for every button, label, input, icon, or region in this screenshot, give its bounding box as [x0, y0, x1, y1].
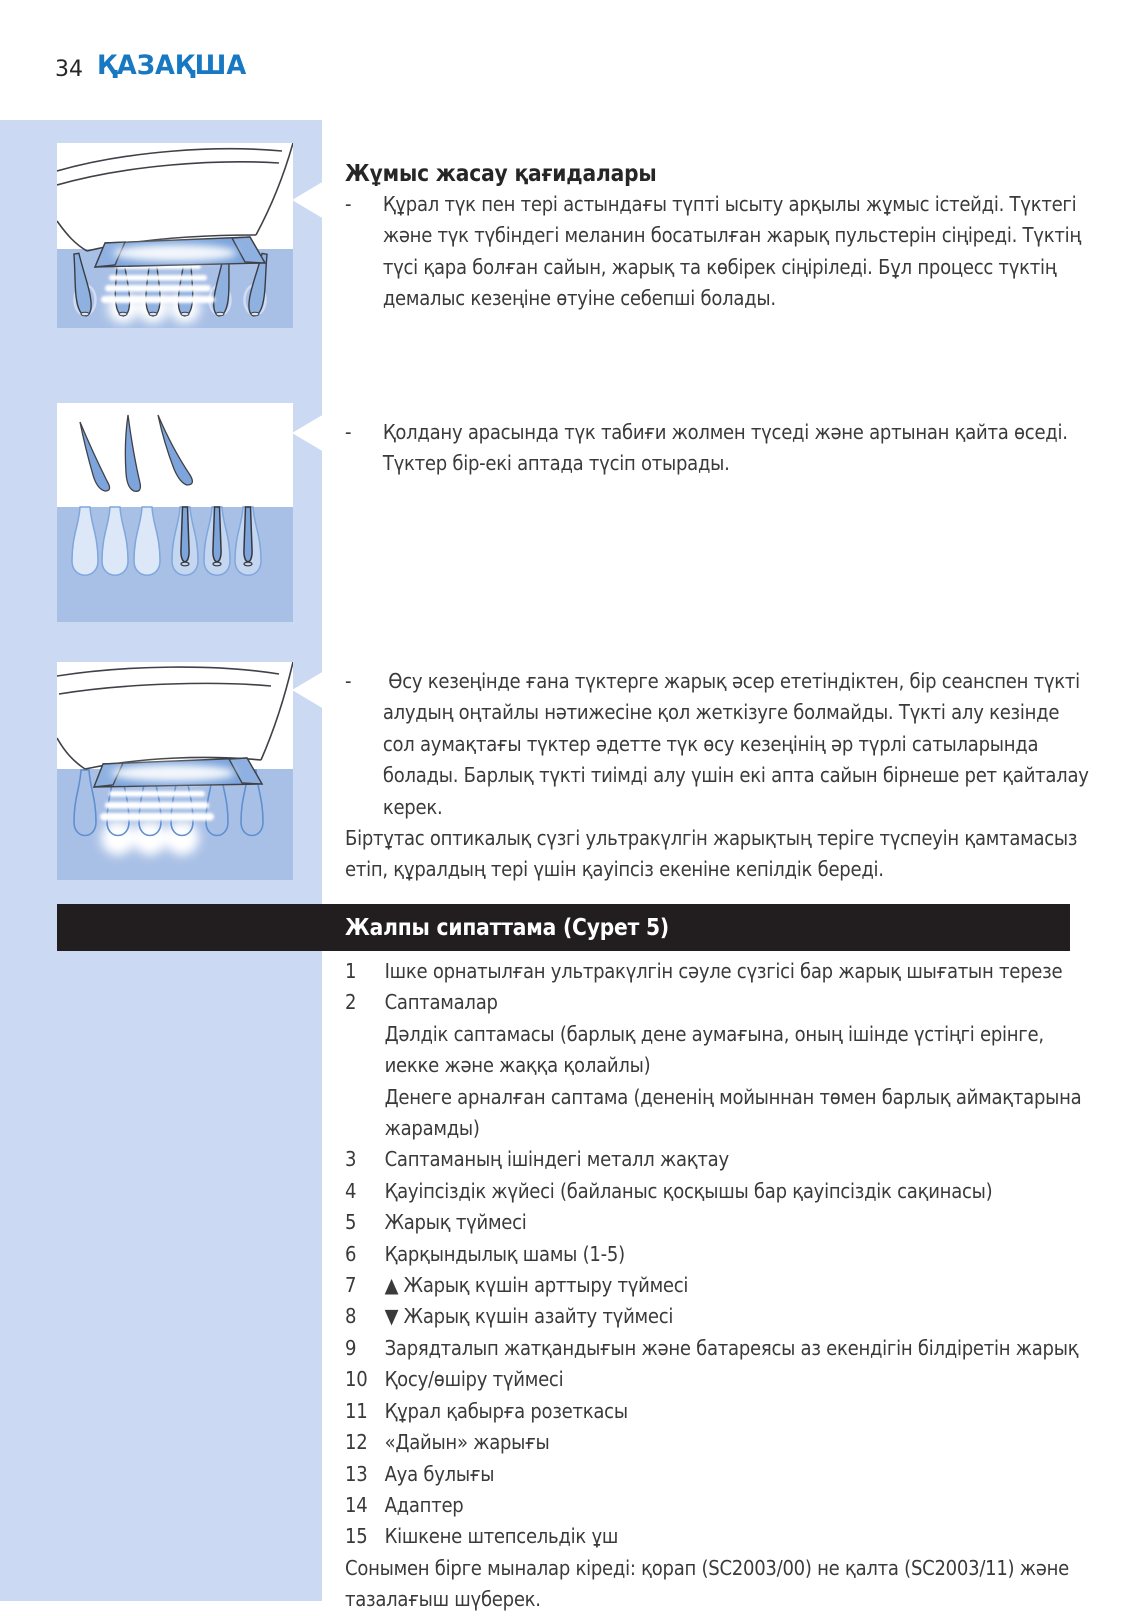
figure-empty-follicles	[57, 662, 293, 880]
figure1-pointer-notch	[292, 181, 324, 219]
list-item	[345, 1459, 1093, 1490]
item-number	[345, 1019, 385, 1082]
item-text: ▼ Жарық күшін азайту түймесі	[384, 1304, 674, 1329]
item-number: 11	[345, 1398, 368, 1423]
item-text: Жарық түймесі	[384, 1210, 527, 1235]
item-number: 5	[345, 1210, 357, 1235]
bullet-text: Құрал түк пен тері астындағы түпті ысыту арқылы жұмыс істейді. Түктегі және түк түбіндегі меланин босатылған жарық пульстерін сіңіреді. Түктің түсі қара болған сайын, жарық та көбірек сіңіріледі. Бұл процесс түктің демалыс кезеңіне өтуіне себепші болады.	[382, 192, 1081, 311]
item-text: Саптаманың ішіндегі металл жақтау	[384, 1147, 729, 1172]
item-text: Адаптер	[384, 1492, 464, 1517]
item-text: Қауіпсіздік жүйесі (байланыс қосқышы бар қауіпсіздік сақинасы)	[384, 1178, 993, 1203]
item-text: Дәлдік саптамасы (барлық дене аумағына, оның ішінде үстіңгі ерінге, иекке және жаққа қолайлы)	[384, 1021, 1044, 1078]
item-number: 12	[345, 1430, 368, 1455]
item-number: 1	[345, 959, 357, 983]
item-text: Қарқындылық шамы (1-5)	[384, 1241, 625, 1266]
item-number: 13	[345, 1461, 368, 1486]
list-item	[345, 1364, 1093, 1395]
item-text: Саптамалар	[384, 990, 498, 1015]
list-item	[345, 1396, 1093, 1427]
bullet-text: Өсу кезеңінде ғана түктерге жарық әсер ететіндіктен, бір сеанспен түкті алудың оңтайлы нәтижесіне қол жеткізуге болмайды. Түкті алу кезінде сол аумақтағы түктер әдетте түк өсу кезеңінің әр түрлі сатыларында болады. Барлық түкті тиімді алу үшін екі апта сайын бірнеше рет қайталау керек.	[382, 669, 1089, 819]
item-number	[345, 1082, 385, 1145]
list-item	[345, 1144, 1093, 1175]
item-text: «Дайын» жарығы	[384, 1430, 550, 1455]
working-principle-bullet-2	[345, 417, 1093, 480]
item-number: 8	[345, 1304, 357, 1329]
list-item-sub	[345, 1082, 1093, 1145]
item-number: 10	[345, 1367, 368, 1392]
item-number: 4	[345, 1178, 357, 1203]
item-number: 2	[345, 990, 357, 1015]
list-item	[345, 1521, 1093, 1552]
item-number: 3	[345, 1147, 357, 1172]
hairs-falling-illustration-svg	[57, 403, 293, 622]
item-text: Кішкене штепсельдік ұш	[384, 1524, 619, 1549]
figure-device-heating-hair-roots	[57, 143, 293, 328]
figure-hairs-falling-out	[57, 403, 293, 622]
item-number: 15	[345, 1524, 368, 1549]
list-item	[345, 1270, 1093, 1301]
item-text: Ауа булығы	[384, 1461, 495, 1486]
list-item	[345, 1333, 1093, 1364]
general-description-heading: Жалпы сипаттама (Сурет 5)	[345, 914, 670, 941]
language-title: ҚАЗАҚША	[97, 50, 247, 81]
list-item	[345, 1176, 1093, 1207]
item-text: Зарядталып жатқандығын және батареясы аз екендігін білдіретін жарық	[384, 1335, 1079, 1360]
bullet-dash: -	[345, 669, 352, 693]
working-principle-bullet-3-and-note	[345, 666, 1093, 886]
list-item	[345, 987, 1093, 1018]
item-text: ▲ Жарық күшін арттыру түймесі	[384, 1273, 689, 1298]
list-item	[345, 1239, 1093, 1270]
parts-list	[345, 956, 1093, 1616]
list-item	[345, 1301, 1093, 1332]
working-principle-heading-block	[345, 160, 1093, 188]
list-item	[345, 1490, 1093, 1521]
working-principle-heading: Жұмыс жасау қағидалары	[345, 161, 657, 187]
item-number: 9	[345, 1335, 357, 1360]
device-heating-illustration-svg	[57, 143, 293, 328]
bullet-dash: -	[345, 192, 352, 216]
working-principle-note: Біртұтас оптикалық сүзгі ультракүлгін жарықтың теріге түспеуін қамтамасыз етіп, құралдың тері үшін қауіпсіз екеніне кепілдік береді.	[345, 826, 1078, 882]
item-text: Қосу/өшіру түймесі	[384, 1367, 564, 1392]
general-description-banner	[57, 904, 1070, 951]
item-number: 14	[345, 1492, 368, 1517]
item-text: Денеге арналған саптама (дененің мойыннан төмен барлық аймақтарына жарамды)	[384, 1084, 1082, 1141]
item-number: 7	[345, 1273, 357, 1298]
item-text: Ішке орнатылған ультракүлгін сәуле сүзгісі бар жарық шығатын терезе	[384, 959, 1063, 983]
bullet-text: Қолдану арасында түк табиғи жолмен түседі және артынан қайта өседі. Түктер бір-екі аптада түсіп отырады.	[382, 420, 1068, 476]
list-item-sub	[345, 1019, 1093, 1082]
page-number: 34	[55, 57, 83, 82]
item-text: Құрал қабырға розеткасы	[384, 1398, 628, 1423]
item-number: 6	[345, 1241, 357, 1266]
empty-follicles-illustration-svg	[57, 662, 293, 880]
figure3-pointer-notch	[292, 671, 324, 709]
list-item	[345, 1427, 1093, 1458]
working-principle-bullet-1	[345, 189, 1093, 315]
included-items-note: Сонымен бірге мыналар кіреді: қорап (SC2003/00) не қалта (SC2003/11) және тазалағыш шүберек.	[345, 1555, 1069, 1612]
list-item	[345, 1207, 1093, 1238]
figure2-pointer-notch	[292, 414, 324, 452]
list-item	[345, 956, 1093, 987]
bullet-dash: -	[345, 420, 352, 444]
